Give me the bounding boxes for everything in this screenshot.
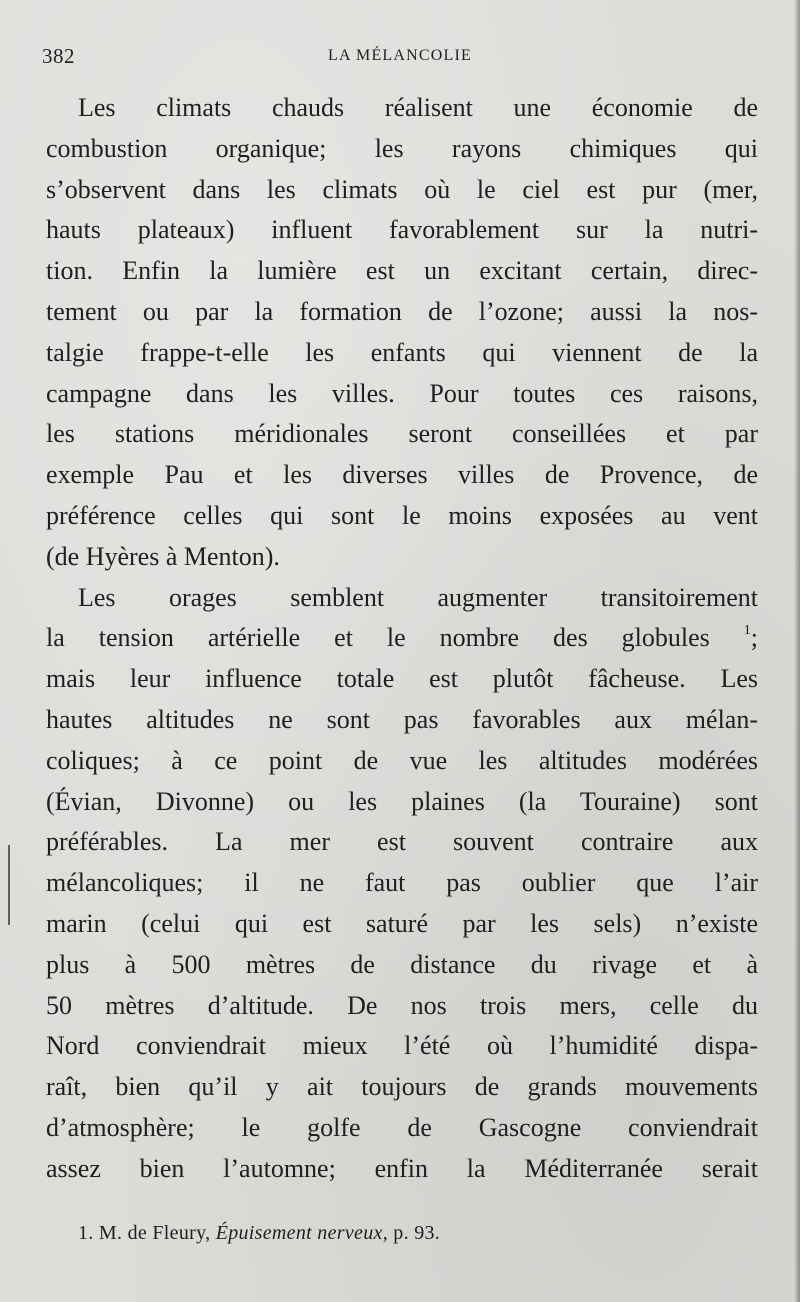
text-line: (Évian, Divonne) ou les plaines (la Touraine) sont (46, 786, 758, 816)
text-line: hauts plateaux) influent favorablement sur la nutri- (46, 215, 758, 245)
text-line: Les orages semblent augmenter transitoirement (78, 582, 758, 612)
text-line: tion. Enfin la lumière est un excitant certain, direc- (46, 256, 758, 286)
footnote-suffix: , p. 93. (382, 1222, 441, 1244)
footnote-reference: 1 (743, 623, 751, 639)
text-line: 50 mètres d’altitude. De nos trois mers, celle du (46, 990, 758, 1020)
text-line: Nord conviendrait mieux l’été où l’humidité dispa- (46, 1031, 758, 1061)
text-line: hautes altitudes ne sont pas favorables aux mélan- (46, 704, 758, 734)
text-line: combustion organique; les rayons chimiques qui (46, 133, 758, 163)
text-segment: ; (750, 623, 759, 653)
text-line: les stations méridionales seront conseillées et par (46, 419, 758, 449)
text-line: préférables. La mer est souvent contraire aux (46, 827, 758, 857)
text-line: préférence celles qui sont le moins exposées au vent (46, 500, 758, 530)
page-edge-shadow (794, 0, 800, 1302)
footnote-cited-title: Épuisement nerveux (215, 1222, 383, 1244)
text-line: campagne dans les villes. Pour toutes ces raisons, (46, 378, 758, 408)
text-line: tement ou par la formation de l’ozone; aussi la nos- (46, 296, 758, 326)
text-line: mais leur influence totale est plutôt fâcheuse. Les (46, 664, 758, 694)
text-line-with-note (46, 618, 758, 659)
running-title: LA MÉLANCOLIE (327, 47, 473, 64)
page-body (46, 88, 758, 1190)
text-line: assez bien l’automne; enfin la Méditerranée serait (46, 1153, 758, 1183)
text-line: d’atmosphère; le golfe de Gascogne conviendrait (46, 1112, 758, 1142)
text-line: s’observent dans les climats où le ciel est pur (mer, (46, 174, 758, 204)
paragraph-1 (46, 88, 758, 578)
paragraph-2 (46, 578, 758, 1190)
text-line: talgie frappe-t-elle les enfants qui viennent de la (46, 337, 758, 367)
text-line: coliques; à ce point de vue les altitudes modérées (46, 745, 758, 775)
text-line: mélancoliques; il ne faut pas oublier que l’air (46, 868, 758, 898)
footnote (78, 1222, 738, 1245)
text-segment: la tension artérielle et le nombre des globules (46, 623, 710, 653)
text-line: raît, bien qu’il y ait toujours de grands mouvements (46, 1072, 758, 1102)
text-line: (de Hyères à Menton). (46, 541, 280, 571)
text-line: plus à 500 mètres de distance du rivage et à (46, 949, 758, 979)
margin-mark (8, 845, 10, 925)
text-line: exemple Pau et les diverses villes de Provence, de (46, 460, 758, 490)
page-number: 382 (42, 44, 75, 68)
page-header (42, 44, 758, 70)
text-line: marin (celui qui est saturé par les sels) n’existe (46, 908, 758, 938)
text-line: Les climats chauds réalisent une économie de (78, 93, 758, 122)
footnote-prefix: 1. M. de Fleury, (78, 1222, 216, 1244)
